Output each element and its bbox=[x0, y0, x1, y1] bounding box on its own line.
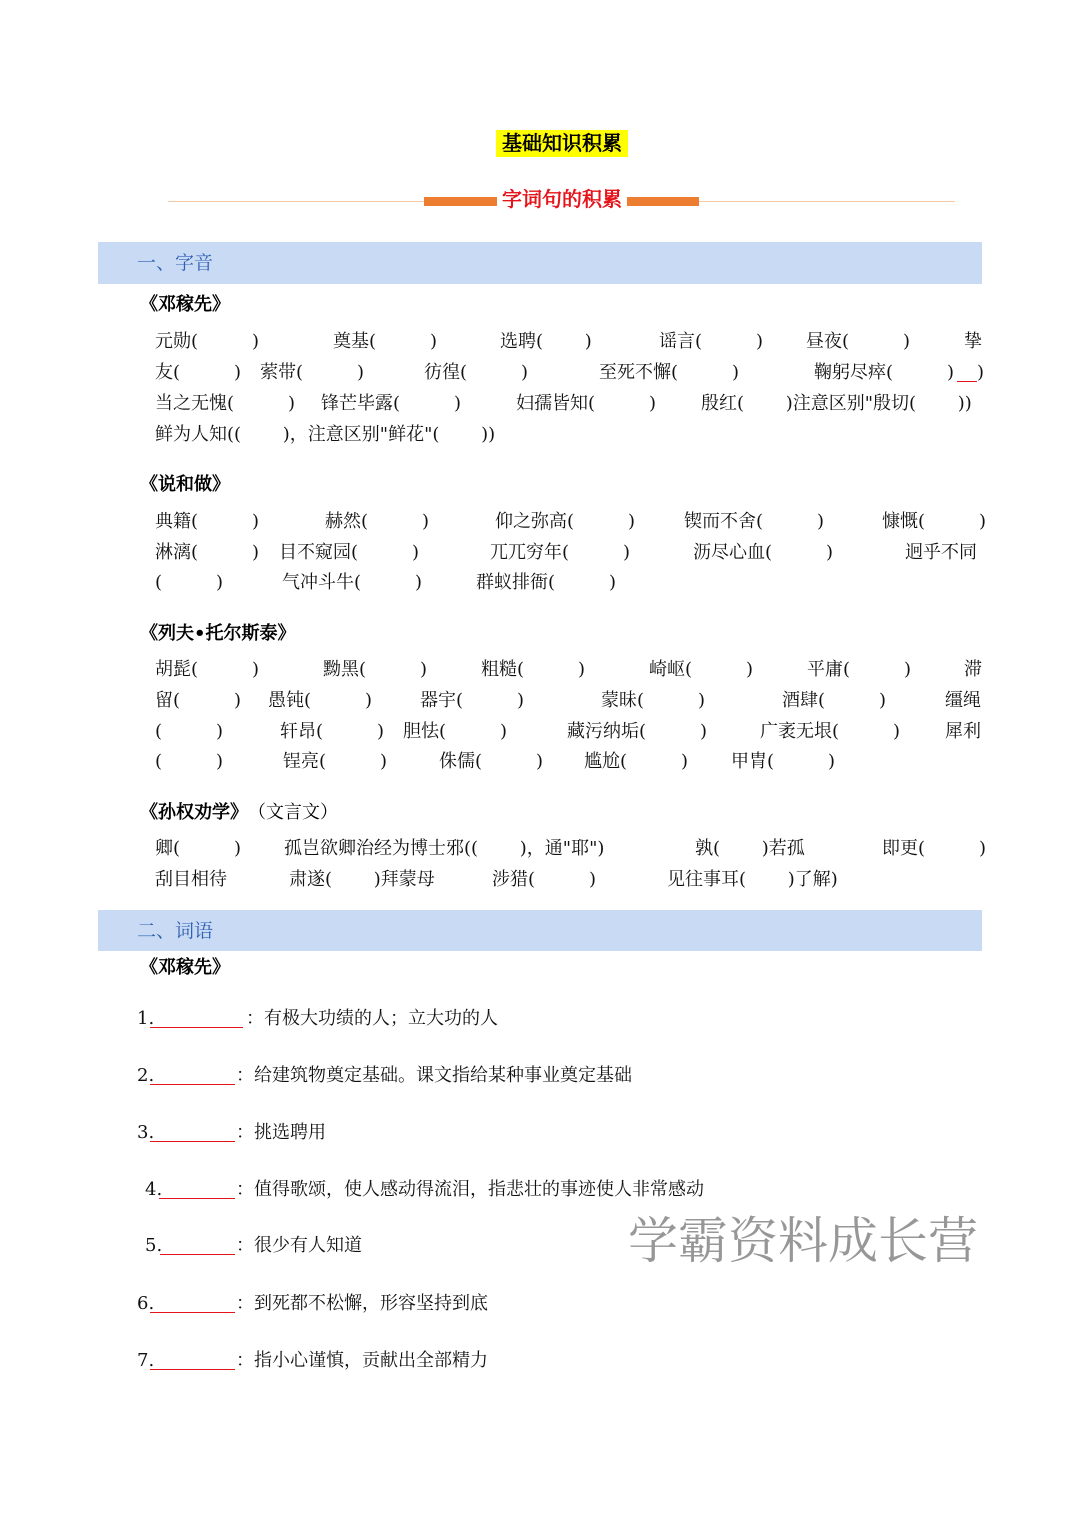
item-definition: ：很少有人知道 bbox=[236, 1235, 362, 1256]
pronunciation-item: 淋漓( ) bbox=[155, 542, 260, 563]
red-blank-underline bbox=[160, 1254, 235, 1255]
pronunciation-item: 见往事耳( )了解) bbox=[667, 869, 838, 890]
subtitle-bar-right bbox=[627, 197, 699, 206]
section-heading-pronunciation: 一、字音 bbox=[137, 252, 214, 274]
red-blank-underline bbox=[150, 1084, 235, 1085]
pronunciation-item: 刮目相待 bbox=[155, 869, 227, 890]
pronunciation-item: 群蚁排衙( ) bbox=[476, 572, 617, 593]
subtitle: 字词句的积累 bbox=[497, 186, 627, 212]
red-blank-underline bbox=[150, 1369, 235, 1370]
item-number: 2. bbox=[137, 1065, 155, 1086]
red-blank-underline bbox=[150, 1027, 243, 1028]
pronunciation-item: 即更( ) bbox=[882, 838, 987, 859]
pronunciation-item: 肃遂( )拜蒙母 bbox=[289, 869, 435, 890]
pronunciation-item: 藏污纳垢( ) bbox=[567, 721, 708, 742]
item-definition: ：给建筑物奠定基础。课文指给某种事业奠定基础 bbox=[236, 1065, 632, 1086]
red-blank-underline bbox=[150, 1141, 235, 1142]
pronunciation-item: 当之无愧( ) bbox=[155, 393, 296, 414]
pronunciation-item: 孤岂欲卿治经为博士邪(( )，通"耶") bbox=[284, 838, 605, 859]
pronunciation-item: 侏儒( ) bbox=[439, 751, 544, 772]
pronunciation-item: 彷徨( ) bbox=[424, 362, 529, 383]
pronunciation-item: 典籍( ) bbox=[155, 511, 260, 532]
item-definition: ：挑选聘用 bbox=[236, 1122, 326, 1143]
pronunciation-item: 留( ) bbox=[155, 690, 242, 711]
pronunciation-item: 锲而不舍( ) bbox=[684, 511, 825, 532]
pronunciation-item: 妇孺皆知( ) bbox=[516, 393, 657, 414]
item-number: 4. bbox=[145, 1179, 163, 1200]
pronunciation-item: 粗糙( ) bbox=[481, 659, 586, 680]
pronunciation-item: 蒙昧( ) bbox=[601, 690, 706, 711]
pronunciation-item: 殷红( )注意区别"殷切( )) bbox=[701, 393, 972, 414]
lesson-title: 《列夫•托尔斯泰》 bbox=[140, 623, 296, 644]
pronunciation-item: 挚 bbox=[964, 331, 982, 352]
pronunciation-item: 迥乎不同 bbox=[905, 542, 977, 563]
pronunciation-item: 目不窥园( ) bbox=[279, 542, 420, 563]
pronunciation-item: 卿( ) bbox=[155, 838, 242, 859]
pronunciation-item: 兀兀穷年( ) bbox=[490, 542, 631, 563]
pronunciation-item: 器宇( ) bbox=[420, 690, 525, 711]
subtitle-bar-left bbox=[424, 197, 497, 206]
pronunciation-item: 缰绳 bbox=[945, 690, 981, 711]
lesson-title: 《邓稼先》 bbox=[140, 294, 230, 315]
pronunciation-item: 萦带( ) bbox=[260, 362, 365, 383]
pronunciation-item: 至死不懈( ) bbox=[599, 362, 740, 383]
item-definition: ：值得歌颂，使人感动得流泪，指悲壮的事迹使人非常感动 bbox=[236, 1179, 704, 1200]
pronunciation-item: 滞 bbox=[964, 659, 982, 680]
item-number: 7. bbox=[137, 1350, 155, 1371]
section-heading-vocabulary: 二、词语 bbox=[137, 920, 214, 942]
lesson-title: 《邓稼先》 bbox=[140, 957, 230, 978]
item-definition: ：到死都不松懈，形容坚持到底 bbox=[236, 1293, 488, 1314]
pronunciation-item: 奠基( ) bbox=[333, 331, 438, 352]
section-band-pronunciation bbox=[98, 242, 982, 284]
pronunciation-item: ( ) bbox=[155, 721, 224, 742]
pronunciation-item: 沥尽心血( ) bbox=[693, 542, 834, 563]
item-number: 5. bbox=[145, 1235, 163, 1256]
item-definition: ：指小心谨慎，贡献出全部精力 bbox=[236, 1350, 488, 1371]
pronunciation-item: 元勋( ) bbox=[155, 331, 260, 352]
lesson-title: 《说和做》 bbox=[140, 474, 230, 495]
item-definition: ：有极大功绩的人；立大功的人 bbox=[246, 1008, 498, 1029]
pronunciation-item: 胆怯( ) bbox=[403, 721, 508, 742]
pronunciation-item: 昼夜( ) bbox=[806, 331, 911, 352]
item-number: 1. bbox=[137, 1008, 155, 1029]
pronunciation-item: 愚钝( ) bbox=[268, 690, 373, 711]
item-number: 3. bbox=[137, 1122, 155, 1143]
pronunciation-item: 赫然( ) bbox=[325, 511, 430, 532]
item-number: 6. bbox=[137, 1293, 155, 1314]
pronunciation-item: 仰之弥高( ) bbox=[495, 511, 636, 532]
pronunciation-item: ( ) bbox=[155, 751, 224, 772]
red-blank-underline bbox=[957, 381, 977, 382]
pronunciation-item: 鞠躬尽瘁( ) bbox=[814, 362, 955, 383]
pronunciation-item: 气冲斗牛( ) bbox=[282, 572, 423, 593]
pronunciation-item: 锋芒毕露( ) bbox=[321, 393, 462, 414]
pronunciation-item: 涉猎( ) bbox=[492, 869, 597, 890]
lesson-note: （文言文） bbox=[248, 802, 338, 823]
pronunciation-item: 孰( )若孤 bbox=[695, 838, 805, 859]
pronunciation-item: 黝黑( ) bbox=[323, 659, 428, 680]
page-title: 基础知识积累 bbox=[496, 130, 628, 157]
pronunciation-item: 锃亮( ) bbox=[283, 751, 388, 772]
lesson-title: 《孙权劝学》 bbox=[140, 802, 248, 823]
pronunciation-item: 酒肆( ) bbox=[782, 690, 887, 711]
pronunciation-item: 轩昂( ) bbox=[280, 721, 385, 742]
pronunciation-item: 选聘( ) bbox=[500, 331, 592, 352]
pronunciation-item: 平庸( ) bbox=[807, 659, 912, 680]
pronunciation-item: 犀利 bbox=[945, 721, 981, 742]
red-blank-underline bbox=[159, 1198, 235, 1199]
pronunciation-item: 鲜为人知(( )，注意区别"鲜花"( )) bbox=[155, 424, 496, 445]
pronunciation-item: 慷慨( ) bbox=[882, 511, 987, 532]
watermark-text: 学霸资料成长营 bbox=[628, 1212, 978, 1270]
pronunciation-item: ( ) bbox=[155, 572, 224, 593]
pronunciation-item: 尴尬( ) bbox=[584, 751, 689, 772]
red-blank-underline bbox=[150, 1312, 235, 1313]
pronunciation-item: 甲胄( ) bbox=[731, 751, 836, 772]
pronunciation-item: 谣言( ) bbox=[659, 331, 764, 352]
section-band-vocabulary bbox=[98, 910, 982, 951]
pronunciation-item: 友( ) bbox=[155, 362, 242, 383]
closing-paren: ) bbox=[977, 362, 985, 383]
pronunciation-item: 胡髭( ) bbox=[155, 659, 260, 680]
pronunciation-item: 广袤无垠( ) bbox=[760, 721, 901, 742]
pronunciation-item: 崎岖( ) bbox=[649, 659, 754, 680]
